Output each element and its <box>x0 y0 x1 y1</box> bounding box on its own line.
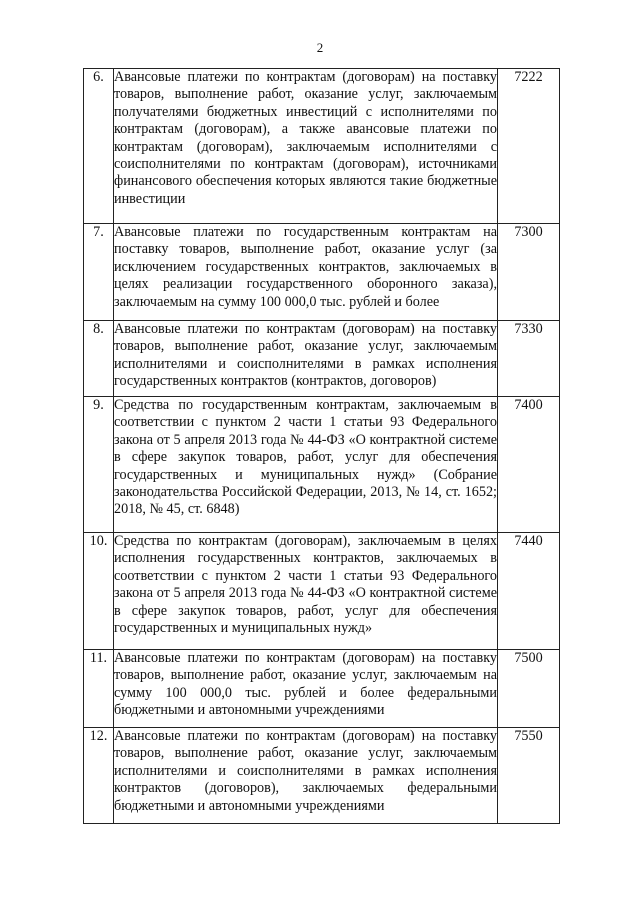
row-code: 7500 <box>498 650 560 728</box>
row-number: 11. <box>84 650 114 728</box>
row-description: Средства по государственным контрактам, заключаемым в соответствии с пунктом 2 части 1 статьи 93 Федерального закона от 5 апреля 2013 года № 44-ФЗ «О контрактной системе в сфере закупок товаров, работ, услуг для обеспечения государственных и муниципальных нужд» (Собрание законодательства Российской Федерации, 2013, № 14, ст. 1652; 2018, № 45, ст. 6848) <box>114 397 498 533</box>
table-row <box>84 224 560 321</box>
table-row <box>84 650 560 728</box>
row-number: 9. <box>84 397 114 533</box>
row-code: 7440 <box>498 533 560 650</box>
row-description: Авансовые платежи по контрактам (договорам) на поставку товаров, выполнение работ, оказание услуг, заключаемым исполнителями и соисполнителями в рамках исполнения государственных контрактов (контрактов, договоров) <box>114 321 498 397</box>
row-number: 8. <box>84 321 114 397</box>
page-number: 2 <box>316 40 324 55</box>
row-number: 10. <box>84 533 114 650</box>
row-code: 7400 <box>498 397 560 533</box>
table-row <box>84 533 560 650</box>
row-number: 6. <box>84 69 114 224</box>
row-description: Средства по контрактам (договорам), заключаемым в целях исполнения государственных контрактов, заключаемых в соответствии с пунктом 2 части 1 статьи 93 Федерального закона от 5 апреля 2013 года № 44-ФЗ «О контрактной системе в сфере закупок товаров, работ, услуг для обеспечения государственных и муниципальных нужд» <box>114 533 498 650</box>
row-code: 7300 <box>498 224 560 321</box>
row-number: 7. <box>84 224 114 321</box>
row-code: 7330 <box>498 321 560 397</box>
row-number: 12. <box>84 728 114 824</box>
table-row <box>84 728 560 824</box>
table-row <box>84 397 560 533</box>
row-code: 7222 <box>498 69 560 224</box>
row-code: 7550 <box>498 728 560 824</box>
table-row <box>84 321 560 397</box>
row-description: Авансовые платежи по государственным контрактам на поставку товаров, выполнение работ, оказание услуг (за исключением государственных контрактов, заключаемых в целях реализации государственного оборонного заказа), заключаемым на сумму 100 000,0 тыс. рублей и более <box>114 224 498 321</box>
row-description: Авансовые платежи по контрактам (договорам) на поставку товаров, выполнение работ, оказание услуг, заключаемым на сумму 100 000,0 тыс. рублей и более федеральными бюджетными и автономными учреждениями <box>114 650 498 728</box>
row-description: Авансовые платежи по контрактам (договорам) на поставку товаров, выполнение работ, оказание услуг, заключаемым получателями бюджетных инвестиций с исполнителями по контрактам (договорам), а также авансовые платежи по контрактам (договорам), заключаемым исполнителями с соисполнителями по контрактам (договорам), источниками финансового обеспечения которых являются такие бюджетные инвестиции <box>114 69 498 224</box>
table-row <box>84 69 560 224</box>
payments-table <box>83 68 560 824</box>
row-description: Авансовые платежи по контрактам (договорам) на поставку товаров, выполнение работ, оказание услуг, заключаемым исполнителями и соисполнителями в рамках исполнения контрактов (договоров), заключаемых федеральными бюджетными и автономными учреждениями <box>114 728 498 824</box>
